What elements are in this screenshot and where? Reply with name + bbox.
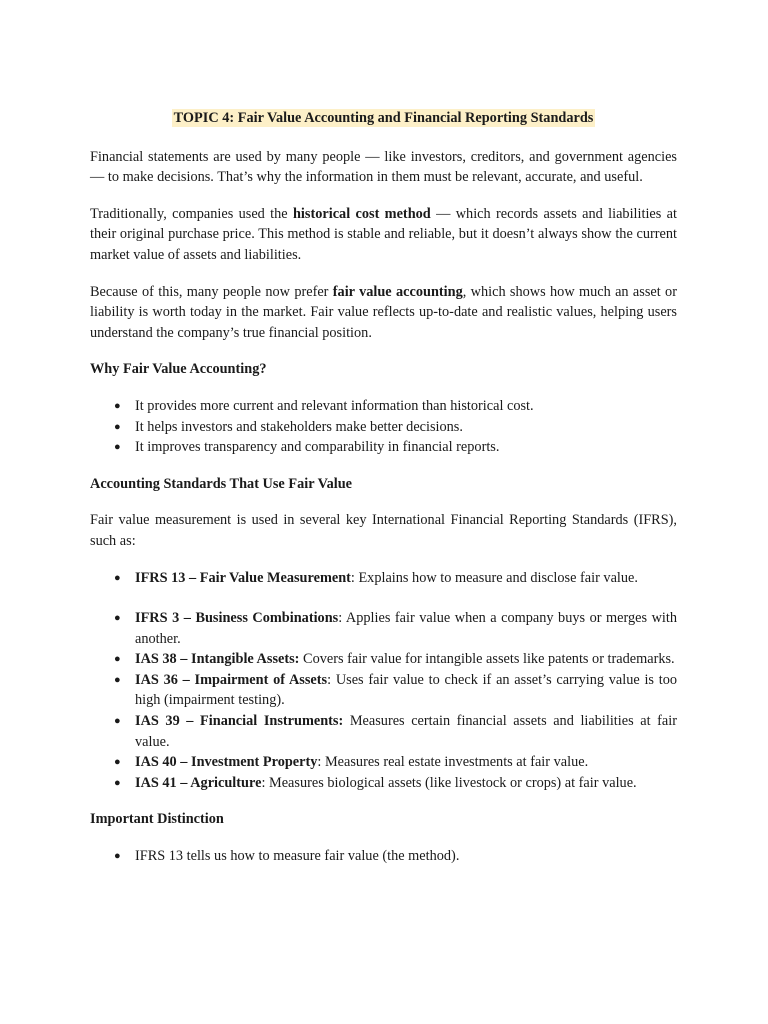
heading-accounting-standards: Accounting Standards That Use Fair Value xyxy=(90,475,353,492)
list-item xyxy=(90,568,677,589)
title-block xyxy=(90,108,677,129)
bullet-icon: ● xyxy=(114,756,121,769)
standard-description: : Measures biological assets (like livestock or crops) at fair value. xyxy=(261,774,637,791)
standard-name: IAS 40 – Investment Property xyxy=(135,754,318,771)
list-item xyxy=(90,437,677,458)
standard-name: IAS 38 – Intangible Assets: xyxy=(135,651,300,668)
bullet-icon: ● xyxy=(114,850,121,863)
list-item xyxy=(90,773,677,794)
heading-important-distinction: Important Distinction xyxy=(90,811,224,828)
standard-name: IAS 36 – Impairment of Assets xyxy=(135,671,328,688)
bullet-icon: ● xyxy=(114,420,121,433)
distinction-bullet-list xyxy=(90,846,677,867)
bullet-icon: ● xyxy=(114,673,121,686)
standard-description: : Measures real estate investments at fair value. xyxy=(317,754,589,771)
fair-value-paragraph xyxy=(90,282,677,344)
list-item-text: It improves transparency and comparability in financial reports. xyxy=(135,439,500,456)
bullet-icon: ● xyxy=(114,612,121,625)
standard-description: : Uses fair value to check if an asset’s carrying value is too high (impairment testing). xyxy=(135,671,677,709)
paragraph-text: Traditionally, companies used the xyxy=(90,205,293,222)
list-item xyxy=(90,649,677,670)
list-item xyxy=(90,846,677,867)
paragraph-text: — which records assets and liabilities at their original purchase price. This method is stable and reliable, but it doesn’t always show the current market value of assets and liabilities. xyxy=(90,205,677,263)
why-bullet-list xyxy=(90,396,677,458)
list-item xyxy=(90,608,677,649)
list-item-text: It provides more current and relevant information than historical cost. xyxy=(135,397,534,414)
bullet-icon: ● xyxy=(114,399,121,412)
list-item xyxy=(90,752,677,773)
standard-description: Covers fair value for intangible assets like patents or trademarks. xyxy=(299,651,675,668)
list-item xyxy=(90,417,677,438)
standard-name: IAS 39 – Financial Instruments: xyxy=(135,713,344,730)
bold-term-historical-cost: historical cost method xyxy=(292,205,431,222)
bullet-icon: ● xyxy=(114,776,121,789)
standard-description: : Applies fair value when a company buys or merges with another. xyxy=(135,610,677,647)
standard-name: IFRS 3 – Business Combinations xyxy=(135,610,339,627)
standard-description: : Explains how to measure and disclose fair value. xyxy=(350,569,638,586)
list-item-text: IFRS 13 tells us how to measure fair value (the method). xyxy=(135,848,460,865)
bullet-icon: ● xyxy=(114,571,121,584)
paragraph-text: Because of this, many people now prefer xyxy=(90,283,333,300)
standards-bullet-list xyxy=(90,568,677,794)
paragraph-text: , which shows how much an asset or liability is worth today in the market. Fair value reflects up-to-date and realistic values, helping users understand the company’s true financial position. xyxy=(90,283,677,341)
list-item xyxy=(90,711,677,752)
standard-name: IAS 41 – Agriculture xyxy=(135,774,262,791)
standard-description: Measures certain financial assets and liabilities at fair value. xyxy=(135,713,677,750)
intro-paragraph: Financial statements are used by many people — like investors, creditors, and government agencies — to make decisions. That’s why the information in them must be relevant, accurate, and useful. xyxy=(90,148,677,186)
document-title: TOPIC 4: Fair Value Accounting and Financial Reporting Standards xyxy=(173,110,594,126)
bold-term-fair-value-accounting: fair value accounting xyxy=(332,283,463,300)
heading-why-fair-value: Why Fair Value Accounting? xyxy=(90,361,267,378)
bullet-icon: ● xyxy=(114,653,121,666)
list-item-text: It helps investors and stakeholders make better decisions. xyxy=(135,418,463,435)
standard-name: IFRS 13 – Fair Value Measurement xyxy=(135,569,351,586)
document-page xyxy=(90,108,677,883)
list-item xyxy=(90,396,677,417)
ifrs-intro-paragraph: Fair value measurement is used in several key International Financial Reporting Standards (IFRS), such as: xyxy=(90,512,677,549)
bullet-icon: ● xyxy=(114,715,121,728)
historical-cost-paragraph xyxy=(90,204,677,266)
bullet-icon: ● xyxy=(114,441,121,454)
list-item xyxy=(90,670,677,711)
